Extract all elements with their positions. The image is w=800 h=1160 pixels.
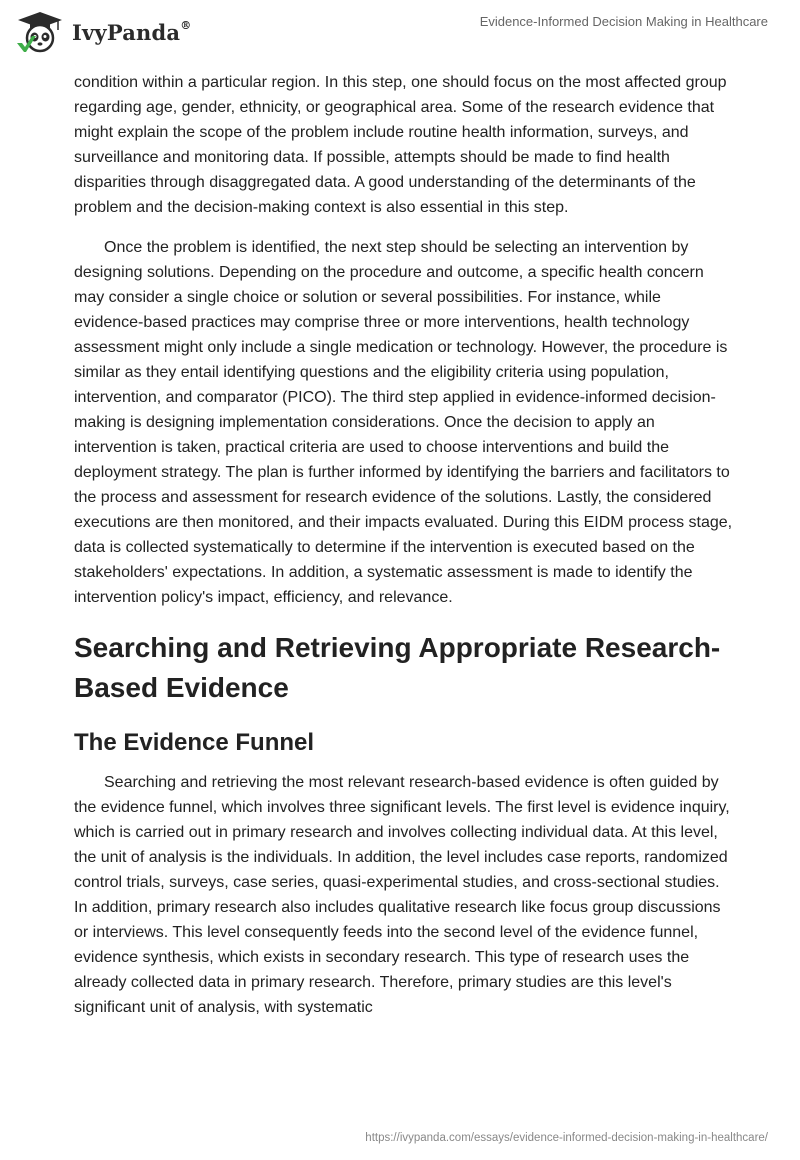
panda-graduate-icon [14,10,66,54]
paragraph-1: condition within a particular region. In this step, one should focus on the most affected group regarding age, gender, ethnicity, or geographical area. Some of the research evidence that might explain the scope of the problem include routine health information, surveys, and surveillance and monitoring data. If possible, attempts should be made to find health disparities through disaggregated data. A good understanding of the determinants of the problem and the decision-making context is also essential in this step. [74,74,727,216]
page-header [0,0,800,66]
document-title: Evidence-Informed Decision Making in Healthcare [479,14,768,29]
paragraph-3: Searching and retrieving the most relevant research-based evidence is often guided by the evidence funnel, which involves three significant levels. The first level is evidence inquiry, which is carried out in primary research and involves collecting individual data. At this level, the unit of analysis is the individuals. In addition, the level includes case reports, randomized control trials, surveys, case series, quasi-experimental studies, and cross-sectional studies. In addition, primary research also includes qualitative research like focus group discussions or interviews. This level consequently feeds into the second level of the evidence funnel, evidence synthesis, which exists in secondary research. This type of research uses the already collected data in primary research. Therefore, primary studies are this level's significant unit of analysis, with systematic [74,774,730,1016]
section-heading: Searching and Retrieving Appropriate Research-Based Evidence [74,632,721,703]
logo-wordmark: IvyPanda® [72,18,192,45]
essay-content [74,70,734,1020]
ivypanda-logo[interactable] [14,10,191,54]
paragraph-2: Once the problem is identified, the next step should be selecting an intervention by designing solutions. Depending on the procedure and outcome, a specific health concern may consider a single choice or solution or several possibilities. For instance, while evidence-based practices may comprise three or more interventions, health technology assessment might only include a single medication or technology. However, the procedure is similar as they entail identifying questions and the eligibility criteria using population, intervention, and comparator (PICO). The third step applied in evidence-informed decision-making is designing implementation considerations. Once the decision to apply an intervention is taken, practical criteria are used to choose interventions and build the deployment strategy. The plan is further informed by identifying the barriers and facilitators to the process and assessment for research evidence of the solutions. Lastly, the considered executions are then monitored, and their impacts evaluated. During this EIDM process stage, data is collected systematically to determine if the intervention is executed based on the stakeholders' expectations. In addition, a systematic assessment is made to identify the intervention policy's impact, efficiency, and relevance. [74,239,733,606]
subsection-heading: The Evidence Funnel [74,729,315,756]
source-url[interactable]: https://ivypanda.com/essays/evidence-informed-decision-making-in-healthcare/ [365,1132,768,1144]
